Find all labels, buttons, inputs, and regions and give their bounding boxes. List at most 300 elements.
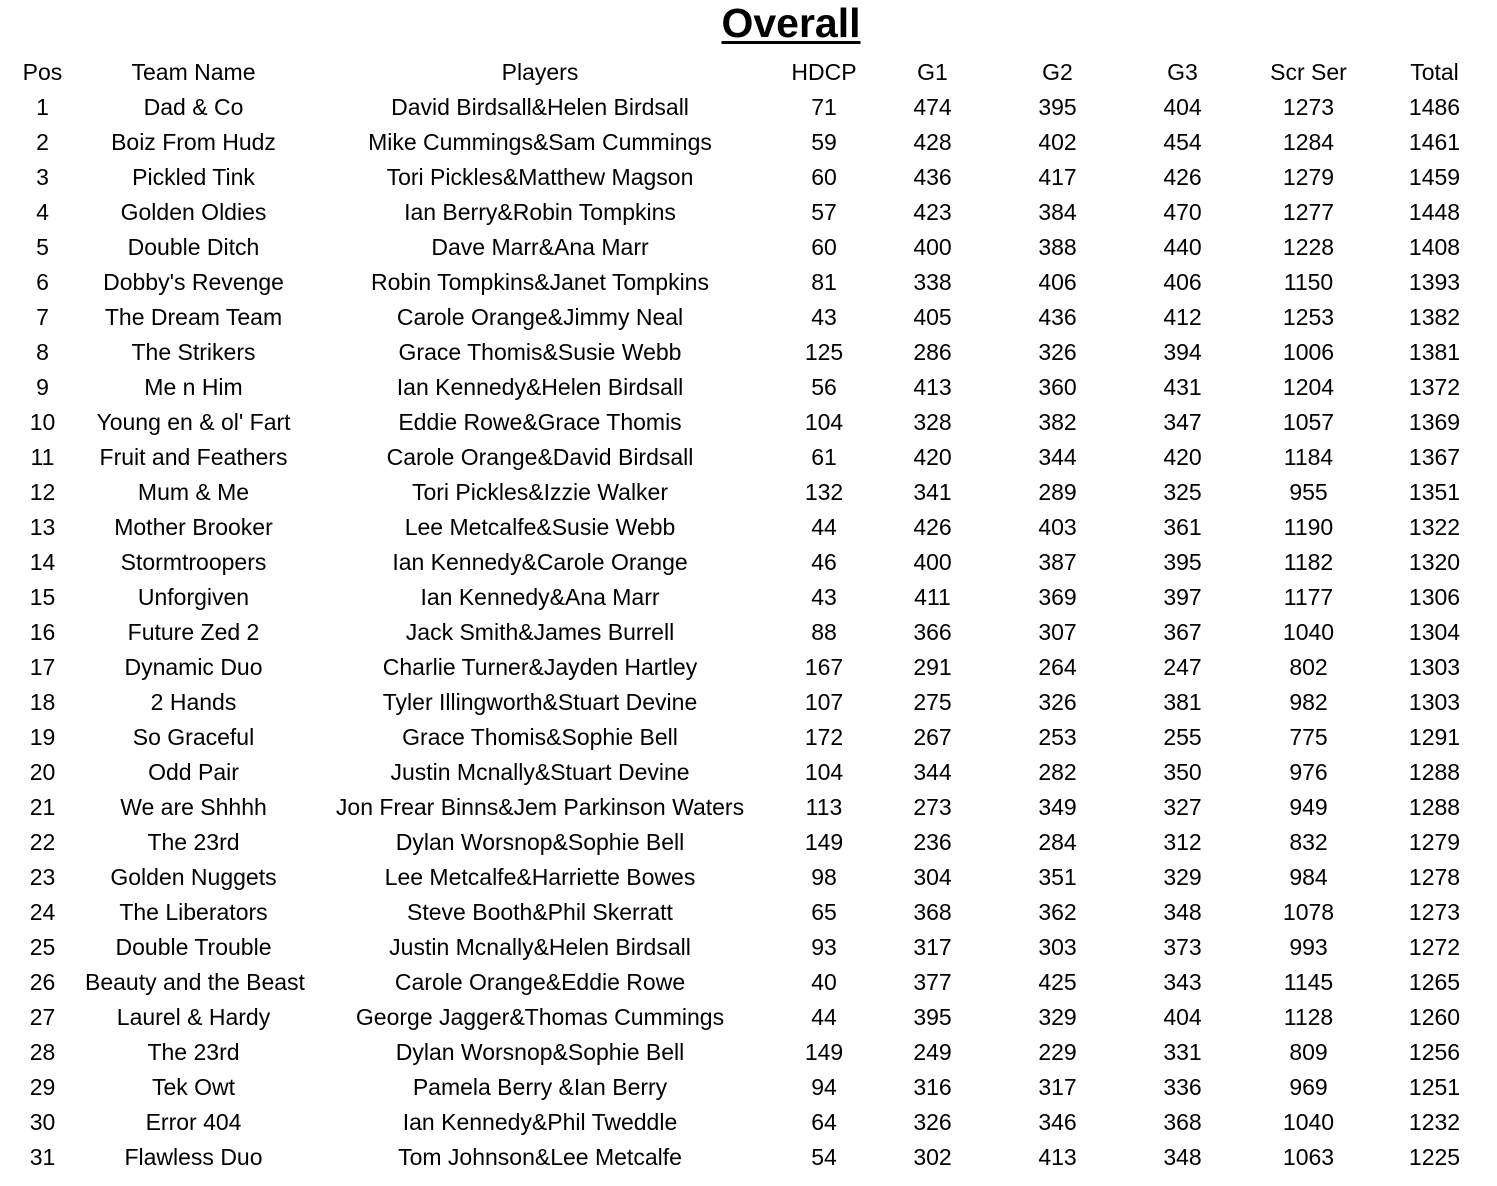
cell-g1: 436 [913,164,952,190]
cell-g1: 400 [913,549,952,575]
table-row [0,860,1497,895]
table-row [0,90,1497,125]
cell-scr-ser: 1150 [1283,269,1334,295]
cell-scr-ser: 1253 [1282,304,1335,330]
cell-team-name: Error 404 [145,1109,242,1135]
cell-g1: 273 [913,794,952,820]
cell-g1: 405 [913,304,952,330]
cell-scr-ser: 1273 [1282,94,1335,120]
cell-pos: 6 [36,269,49,295]
cell-pos: 31 [29,1144,56,1170]
table-row [0,300,1497,335]
cell-scr-ser: 1277 [1282,199,1335,225]
cell-hdcp: 54 [811,1144,837,1170]
table-row [0,650,1497,685]
cell-g3: 406 [1163,269,1202,295]
cell-team-name: Young en & ol' Fart [96,409,291,435]
cell-g1: 291 [913,654,952,680]
cell-hdcp: 44 [811,514,837,540]
cell-team-name: 2 Hands [150,689,237,715]
cell-hdcp: 81 [811,269,837,295]
cell-g1: 377 [913,969,952,995]
cell-pos: 8 [36,339,49,365]
table-row [0,930,1497,965]
table-row [0,1070,1497,1105]
cell-players: Tom Johnson&Lee Metcalfe [398,1144,682,1170]
cell-players: Charlie Turner&Jayden Hartley [382,654,698,680]
table-row [0,160,1497,195]
cell-g2: 326 [1038,689,1077,715]
cell-g2: 362 [1038,899,1077,925]
cell-pos: 29 [29,1074,56,1100]
cell-g3: 331 [1163,1039,1202,1065]
cell-hdcp: 113 [805,794,843,820]
cell-g2: 303 [1038,934,1077,960]
cell-hdcp: 132 [804,479,844,505]
table-row [0,965,1497,1000]
cell-g3: 327 [1163,794,1202,820]
cell-g3: 426 [1163,164,1202,190]
cell-total: 1288 [1408,794,1461,820]
cell-pos: 3 [36,164,49,190]
cell-team-name: Flawless Duo [124,1144,263,1170]
cell-hdcp: 43 [811,304,837,330]
cell-total: 1448 [1408,199,1461,225]
table-row [0,230,1497,265]
cell-pos: 12 [29,479,56,505]
table-row [0,265,1497,300]
cell-g2: 346 [1038,1109,1077,1135]
cell-players: Carole Orange&Jimmy Neal [396,304,684,330]
cell-pos: 26 [29,969,56,995]
cell-pos: 19 [29,724,56,750]
cell-team-name: Dobby's Revenge [103,269,284,295]
cell-g3: 343 [1163,969,1202,995]
cell-g3: 397 [1163,584,1202,610]
cell-players: Lee Metcalfe&Susie Webb [404,514,676,540]
cell-g3: 412 [1163,304,1202,330]
table-row [0,335,1497,370]
cell-hdcp: 61 [811,444,837,470]
cell-team-name: Future Zed 2 [127,619,260,645]
cell-g2: 289 [1038,479,1077,505]
cell-g1: 236 [913,829,952,855]
cell-team-name: Dynamic Duo [124,654,263,680]
cell-g2: 344 [1038,444,1077,470]
cell-pos: 15 [29,584,56,610]
cell-scr-ser: 1177 [1283,584,1334,610]
cell-players: David Birdsall&Helen Birdsall [391,94,689,120]
cell-g1: 366 [913,619,952,645]
cell-pos: 14 [29,549,56,575]
table-row [0,580,1497,615]
cell-players: Ian Berry&Robin Tompkins [404,199,676,225]
cell-g3: 440 [1163,234,1202,260]
cell-total: 1265 [1408,969,1461,995]
table-row [0,685,1497,720]
cell-total: 1273 [1408,899,1461,925]
cell-team-name: The 23rd [147,1039,240,1065]
cell-total: 1408 [1408,234,1461,260]
cell-g2: 406 [1038,269,1077,295]
cell-hdcp: 94 [811,1074,837,1100]
cell-pos: 5 [36,234,49,260]
cell-scr-ser: 1145 [1283,969,1334,995]
cell-g2: 284 [1038,829,1077,855]
table-row [0,895,1497,930]
cell-g2: 229 [1038,1039,1077,1065]
cell-players: Ian Kennedy&Carole Orange [392,549,688,575]
cell-g2: 253 [1038,724,1077,750]
cell-pos: 4 [36,199,49,225]
cell-scr-ser: 976 [1289,759,1328,785]
cell-g3: 420 [1163,444,1202,470]
cell-hdcp: 65 [811,899,837,925]
cell-g3: 247 [1163,654,1202,680]
cell-scr-ser: 982 [1289,689,1328,715]
cell-g3: 347 [1163,409,1202,435]
cell-team-name: Boiz From Hudz [111,129,276,155]
cell-total: 1288 [1408,759,1461,785]
cell-hdcp: 125 [804,339,844,365]
cell-team-name: Tek Owt [151,1074,236,1100]
cell-total: 1232 [1408,1109,1461,1135]
cell-team-name: We are Shhhh [120,794,267,820]
cell-g2: 307 [1038,619,1077,645]
cell-g2: 402 [1038,129,1077,155]
standings-table [0,55,1497,1175]
cell-g1: 474 [913,94,952,120]
cell-total: 1306 [1408,584,1461,610]
cell-g2: 369 [1038,584,1077,610]
column-header-g3: G3 [1167,59,1198,85]
cell-scr-ser: 1057 [1282,409,1335,435]
cell-total: 1260 [1408,1004,1461,1030]
cell-pos: 10 [29,409,56,435]
cell-g2: 382 [1038,409,1077,435]
cell-team-name: The Liberators [119,899,268,925]
cell-hdcp: 107 [804,689,844,715]
cell-team-name: Stormtroopers [120,549,267,575]
cell-pos: 9 [36,374,49,400]
cell-g3: 348 [1163,1144,1202,1170]
cell-g2: 436 [1038,304,1077,330]
cell-g3: 348 [1163,899,1202,925]
cell-total: 1303 [1408,654,1461,680]
cell-total: 1372 [1408,374,1461,400]
cell-g3: 431 [1163,374,1202,400]
cell-hdcp: 149 [804,829,844,855]
cell-team-name: Golden Oldies [120,199,267,225]
cell-total: 1279 [1408,829,1461,855]
cell-g1: 326 [913,1109,952,1135]
cell-hdcp: 60 [811,164,837,190]
cell-pos: 23 [29,864,56,890]
table-row [0,475,1497,510]
cell-scr-ser: 1182 [1283,549,1334,575]
cell-g2: 388 [1038,234,1077,260]
cell-g1: 420 [913,444,952,470]
cell-g3: 329 [1163,864,1202,890]
table-row [0,790,1497,825]
cell-hdcp: 93 [811,934,837,960]
cell-total: 1459 [1408,164,1461,190]
cell-g3: 368 [1163,1109,1202,1135]
cell-g3: 325 [1163,479,1202,505]
cell-pos: 11 [30,444,55,470]
cell-scr-ser: 775 [1289,724,1328,750]
cell-g1: 400 [913,234,952,260]
cell-players: Mike Cummings&Sam Cummings [368,129,712,155]
cell-players: Jack Smith&James Burrell [405,619,675,645]
cell-players: Dylan Worsnop&Sophie Bell [395,829,685,855]
cell-team-name: Double Ditch [127,234,260,260]
cell-players: Tori Pickles&Matthew Magson [386,164,694,190]
cell-hdcp: 60 [811,234,837,260]
cell-hdcp: 43 [811,584,837,610]
cell-players: Lee Metcalfe&Harriette Bowes [384,864,696,890]
cell-pos: 30 [29,1109,56,1135]
table-row [0,125,1497,160]
cell-g1: 341 [913,479,952,505]
table-row [0,405,1497,440]
cell-g3: 404 [1163,94,1202,120]
cell-g1: 286 [913,339,952,365]
cell-hdcp: 46 [811,549,837,575]
cell-g1: 344 [913,759,952,785]
cell-g2: 317 [1038,1074,1077,1100]
cell-g3: 404 [1163,1004,1202,1030]
cell-total: 1381 [1408,339,1461,365]
cell-team-name: Mother Brooker [114,514,273,540]
cell-g2: 417 [1038,164,1077,190]
cell-g1: 249 [913,1039,952,1065]
cell-hdcp: 149 [804,1039,844,1065]
cell-g1: 267 [913,724,952,750]
cell-players: Ian Kennedy&Ana Marr [420,584,660,610]
table-row [0,1140,1497,1175]
cell-team-name: The 23rd [147,829,240,855]
cell-total: 1322 [1408,514,1461,540]
cell-scr-ser: 1078 [1282,899,1335,925]
cell-players: George Jagger&Thomas Cummings [355,1004,725,1030]
cell-pos: 24 [29,899,56,925]
cell-hdcp: 167 [804,654,844,680]
cell-g2: 360 [1038,374,1077,400]
cell-pos: 21 [29,794,56,820]
cell-team-name: Dad & Co [143,94,244,120]
cell-total: 1291 [1408,724,1461,750]
cell-hdcp: 64 [811,1109,837,1135]
cell-g1: 413 [913,374,952,400]
cell-g3: 454 [1163,129,1202,155]
cell-players: Ian Kennedy&Helen Birdsall [396,374,684,400]
cell-total: 1256 [1408,1039,1461,1065]
column-header-g1: G1 [917,59,948,85]
cell-hdcp: 104 [804,409,844,435]
cell-scr-ser: 1284 [1282,129,1335,155]
column-header-total: Total [1410,59,1459,85]
cell-players: Justin Mcnally&Stuart Devine [390,759,690,785]
cell-g2: 264 [1038,654,1077,680]
cell-players: Ian Kennedy&Phil Tweddle [402,1109,678,1135]
cell-g3: 394 [1163,339,1202,365]
cell-g3: 367 [1163,619,1202,645]
cell-g2: 387 [1038,549,1077,575]
cell-hdcp: 104 [804,759,844,785]
cell-hdcp: 57 [811,199,837,225]
table-row [0,545,1497,580]
cell-g1: 275 [913,689,952,715]
cell-scr-ser: 1204 [1282,374,1335,400]
cell-players: Robin Tompkins&Janet Tompkins [371,269,709,295]
cell-total: 1461 [1408,129,1461,155]
cell-team-name: Golden Nuggets [110,864,277,890]
cell-total: 1225 [1408,1144,1461,1170]
cell-g1: 317 [913,934,952,960]
cell-total: 1393 [1408,269,1461,295]
cell-g3: 350 [1163,759,1202,785]
cell-team-name: The Dream Team [104,304,283,330]
cell-scr-ser: 1006 [1282,339,1335,365]
cell-team-name: Fruit and Feathers [99,444,288,470]
cell-players: Pamela Berry &Ian Berry [412,1074,668,1100]
cell-scr-ser: 969 [1289,1074,1328,1100]
cell-scr-ser: 993 [1289,934,1328,960]
cell-g3: 470 [1163,199,1202,225]
cell-g2: 329 [1038,1004,1077,1030]
cell-scr-ser: 1228 [1282,234,1335,260]
cell-g1: 304 [913,864,952,890]
cell-pos: 25 [29,934,56,960]
column-header-players: Players [501,59,579,85]
cell-g3: 255 [1163,724,1202,750]
cell-g2: 349 [1038,794,1077,820]
cell-scr-ser: 949 [1289,794,1328,820]
cell-total: 1320 [1408,549,1461,575]
table-row [0,1035,1497,1070]
cell-hdcp: 40 [811,969,837,995]
cell-g1: 395 [913,1004,952,1030]
cell-scr-ser: 1279 [1282,164,1335,190]
cell-scr-ser: 809 [1289,1039,1328,1065]
cell-team-name: Unforgiven [137,584,250,610]
cell-team-name: Odd Pair [148,759,239,785]
column-header-pos: Pos [22,59,63,85]
cell-team-name: Beauty and the Beast [85,969,305,995]
table-row [0,195,1497,230]
cell-hdcp: 172 [804,724,844,750]
column-header-team-name: Team Name [131,59,256,85]
cell-pos: 27 [29,1004,56,1030]
cell-g2: 384 [1038,199,1077,225]
cell-team-name: So Graceful [132,724,255,750]
cell-team-name: Mum & Me [137,479,250,505]
cell-g3: 381 [1163,689,1202,715]
cell-scr-ser: 955 [1289,479,1328,505]
cell-g2: 326 [1038,339,1077,365]
cell-g1: 428 [913,129,952,155]
cell-team-name: Pickled Tink [132,164,255,190]
cell-players: Grace Thomis&Sophie Bell [402,724,678,750]
cell-g2: 403 [1038,514,1077,540]
cell-g1: 368 [913,899,952,925]
table-body [0,90,1497,1175]
cell-total: 1303 [1408,689,1461,715]
cell-total: 1351 [1408,479,1461,505]
cell-players: Carole Orange&Eddie Rowe [394,969,686,995]
cell-total: 1367 [1408,444,1461,470]
cell-g1: 338 [913,269,952,295]
cell-scr-ser: 1040 [1282,1109,1335,1135]
cell-pos: 20 [29,759,56,785]
cell-team-name: The Strikers [131,339,256,365]
cell-g3: 336 [1163,1074,1202,1100]
cell-team-name: Double Trouble [115,934,272,960]
cell-players: Justin Mcnally&Helen Birdsall [389,934,691,960]
cell-pos: 13 [29,514,56,540]
cell-pos: 1 [36,94,49,120]
cell-hdcp: 44 [811,1004,837,1030]
table-row [0,510,1497,545]
cell-g1: 426 [913,514,952,540]
cell-players: Tori Pickles&Izzie Walker [411,479,669,505]
column-header-scr-ser: Scr Ser [1270,59,1347,85]
cell-g2: 282 [1038,759,1077,785]
cell-team-name: Laurel & Hardy [116,1004,271,1030]
cell-scr-ser: 1128 [1283,1004,1334,1030]
cell-g2: 425 [1038,969,1077,995]
cell-g3: 395 [1163,549,1202,575]
cell-g2: 351 [1038,864,1077,890]
cell-total: 1304 [1408,619,1461,645]
header-row [0,55,1497,90]
cell-g1: 411 [914,584,951,610]
cell-pos: 16 [29,619,56,645]
cell-scr-ser: 832 [1289,829,1328,855]
cell-hdcp: 71 [811,94,837,120]
cell-players: Dave Marr&Ana Marr [431,234,649,260]
cell-hdcp: 56 [811,374,837,400]
page-title: Overall [721,0,861,46]
cell-players: Dylan Worsnop&Sophie Bell [395,1039,685,1065]
cell-pos: 17 [29,654,56,680]
cell-players: Grace Thomis&Susie Webb [398,339,682,365]
table-row [0,720,1497,755]
cell-hdcp: 59 [811,129,837,155]
cell-players: Jon Frear Binns&Jem Parkinson Waters [335,794,745,820]
cell-g3: 312 [1163,829,1202,855]
column-header-g2: G2 [1042,59,1073,85]
cell-players: Tyler Illingworth&Stuart Devine [382,689,698,715]
cell-total: 1272 [1408,934,1461,960]
cell-players: Steve Booth&Phil Skerratt [407,899,673,925]
cell-total: 1251 [1408,1074,1461,1100]
cell-g1: 302 [913,1144,952,1170]
cell-g1: 423 [913,199,952,225]
cell-pos: 18 [29,689,56,715]
cell-scr-ser: 1184 [1283,444,1334,470]
cell-scr-ser: 1190 [1283,514,1334,540]
table-row [0,755,1497,790]
cell-hdcp: 88 [811,619,837,645]
cell-pos: 2 [36,129,49,155]
table-row [0,370,1497,405]
cell-total: 1278 [1408,864,1461,890]
cell-hdcp: 98 [811,864,837,890]
cell-pos: 22 [29,829,56,855]
cell-pos: 28 [29,1039,56,1065]
